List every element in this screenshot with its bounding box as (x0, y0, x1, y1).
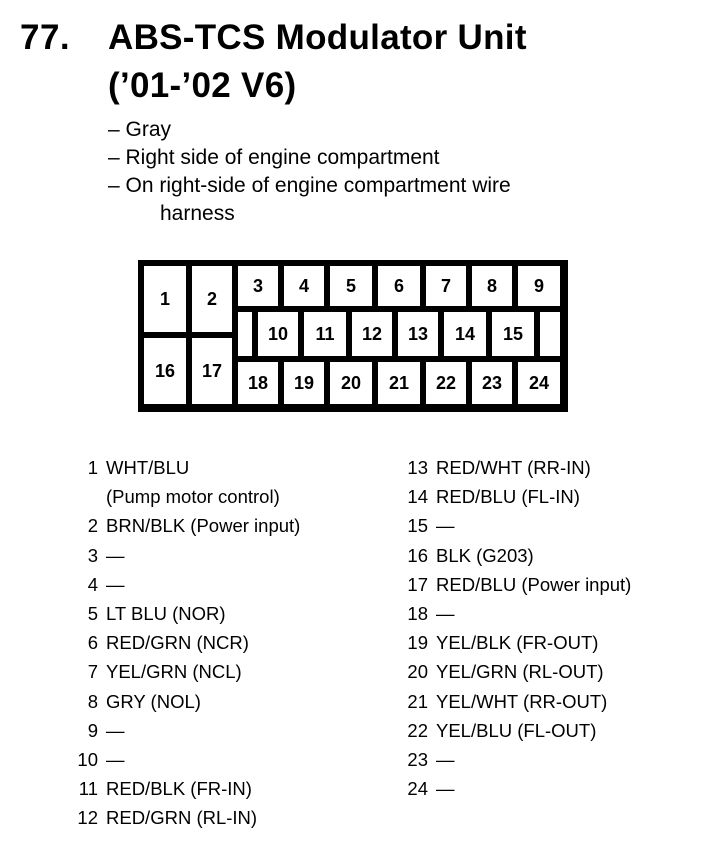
pin-cell-20: 20 (330, 362, 372, 404)
pin-wire: RED/BLU (FL-IN) (436, 486, 580, 508)
pin-number: 11 (78, 778, 98, 800)
pin-number: 22 (407, 719, 428, 741)
pin-wire: RED/GRN (RL-IN) (106, 807, 258, 829)
pin-wire: — (436, 603, 455, 625)
pin-row-10 (66, 745, 300, 774)
pin-row-17 (398, 570, 631, 599)
pin-wire: RED/WHT (RR-IN) (436, 457, 591, 478)
pin-wire: — (436, 515, 455, 537)
pin-cell-16: 16 (144, 338, 186, 404)
pin-number: 17 (407, 573, 428, 595)
pin-cell-18: 18 (238, 362, 278, 404)
pin-cell-2: 2 (192, 266, 232, 332)
pin-number: 18 (407, 603, 428, 625)
pin-row-14 (398, 482, 631, 511)
pin-cell-17: 17 (192, 338, 232, 404)
pin-cell-3: 3 (238, 266, 278, 306)
pin-wire: YEL/GRN (RL-OUT) (436, 661, 604, 683)
pin-number: 3 (87, 544, 98, 566)
pin-row-2 (66, 511, 300, 540)
pin-list-left (66, 453, 300, 833)
pin-cell-5: 5 (330, 266, 372, 306)
pin-number: 15 (407, 515, 428, 537)
pin-number: 16 (407, 544, 428, 566)
pin-wire: YEL/BLU (FL-OUT) (436, 719, 597, 741)
pin-row-23 (398, 745, 631, 774)
pin-cell-8: 8 (472, 266, 512, 306)
pin-wire: — (106, 719, 125, 741)
pin-wire: BLK (G203) (436, 544, 534, 566)
pin-row-15 (398, 511, 631, 540)
pin-row-5 (66, 599, 300, 628)
pin-wire: RED/BLK (FR-IN) (106, 778, 252, 800)
pin-cell-12: 12 (352, 312, 392, 356)
page-title (108, 14, 527, 110)
note-harness-continued: harness (160, 202, 235, 225)
pin-cell-11: 11 (304, 312, 346, 356)
pin-cell-10: 10 (258, 312, 298, 356)
pin-number: 24 (407, 778, 428, 800)
pin-cell-19: 19 (284, 362, 324, 404)
pin-row-16 (398, 541, 631, 570)
connector-notes (108, 116, 511, 228)
pin-cell-14: 14 (444, 312, 486, 356)
pin-wire: WHT/BLU (106, 457, 190, 478)
pin-row-22 (398, 716, 631, 745)
pin-wire: — (106, 573, 125, 595)
pin-row-20 (398, 657, 631, 686)
pin-number: 8 (87, 690, 98, 712)
pin-wire-function: (Pump motor control) (106, 486, 280, 508)
connector-diagram (138, 260, 568, 412)
pin-number: 10 (77, 749, 98, 771)
pin-wire: GRY (NOL) (106, 690, 201, 712)
pin-cell-24: 24 (518, 362, 560, 404)
pin-row-12 (66, 803, 300, 832)
pin-number: 13 (407, 457, 428, 478)
pin-number: 21 (407, 690, 428, 712)
pin-number: 4 (87, 573, 98, 595)
pin-cell-9: 9 (518, 266, 560, 306)
pin-wire: — (106, 544, 125, 566)
pin-row-6 (66, 628, 300, 657)
pin-list-right (398, 453, 631, 803)
section-number: 77. (20, 18, 71, 57)
pin-cell-1: 1 (144, 266, 186, 332)
pin-row-21 (398, 687, 631, 716)
pin-wire: RED/BLU (Power input) (436, 573, 632, 595)
pin-row-7 (66, 657, 300, 686)
pin-row-24 (398, 774, 631, 803)
pin-wire: — (106, 749, 125, 771)
pin-wire: — (436, 749, 455, 771)
pin-row-8 (66, 687, 300, 716)
pin-number: 6 (87, 632, 98, 654)
pin-cell-23: 23 (472, 362, 512, 404)
pin-wire: BRN/BLK (Power input) (106, 515, 301, 537)
pin-wire: RED/GRN (NCR) (106, 632, 249, 654)
pin-row-4 (66, 570, 300, 599)
pin-row-13 (398, 453, 631, 482)
pin-row-9 (66, 716, 300, 745)
pin-number: 20 (407, 661, 428, 683)
pin-wire: — (436, 778, 455, 800)
pin-row-3 (66, 541, 300, 570)
title-line-2: (’01-’02 V6) (108, 66, 297, 105)
pin-number: 14 (407, 486, 428, 508)
pin-number: 19 (407, 632, 428, 654)
pin-number: 23 (407, 749, 428, 771)
pin-row-1 (66, 453, 300, 511)
pin-row-11 (66, 774, 300, 803)
pin-row-19 (398, 628, 631, 657)
pin-wire: LT BLU (NOR) (106, 603, 226, 625)
pin-cell-7: 7 (426, 266, 466, 306)
pin-cell-22: 22 (426, 362, 466, 404)
title-line-1: ABS-TCS Modulator Unit (108, 18, 527, 57)
note-location: – Right side of engine compartment (108, 146, 440, 169)
pin-wire: YEL/GRN (NCL) (106, 661, 242, 683)
key-slot-left (238, 312, 252, 356)
pin-wire: YEL/WHT (RR-OUT) (436, 690, 608, 712)
pin-number: 9 (87, 719, 98, 741)
pin-number: 1 (87, 457, 98, 478)
pin-number: 5 (87, 603, 98, 625)
pin-cell-21: 21 (378, 362, 420, 404)
pin-cell-4: 4 (284, 266, 324, 306)
pin-number: 7 (87, 661, 98, 683)
pin-row-18 (398, 599, 631, 628)
pin-wire: YEL/BLK (FR-OUT) (436, 632, 599, 654)
note-color: – Gray (108, 118, 172, 141)
pin-number: 2 (87, 515, 98, 537)
pin-number: 12 (77, 807, 98, 829)
pin-cell-6: 6 (378, 266, 420, 306)
key-slot-right (540, 312, 560, 356)
pin-cell-15: 15 (492, 312, 534, 356)
note-harness: – On right-side of engine compartment wire (108, 174, 511, 197)
pin-cell-13: 13 (398, 312, 438, 356)
